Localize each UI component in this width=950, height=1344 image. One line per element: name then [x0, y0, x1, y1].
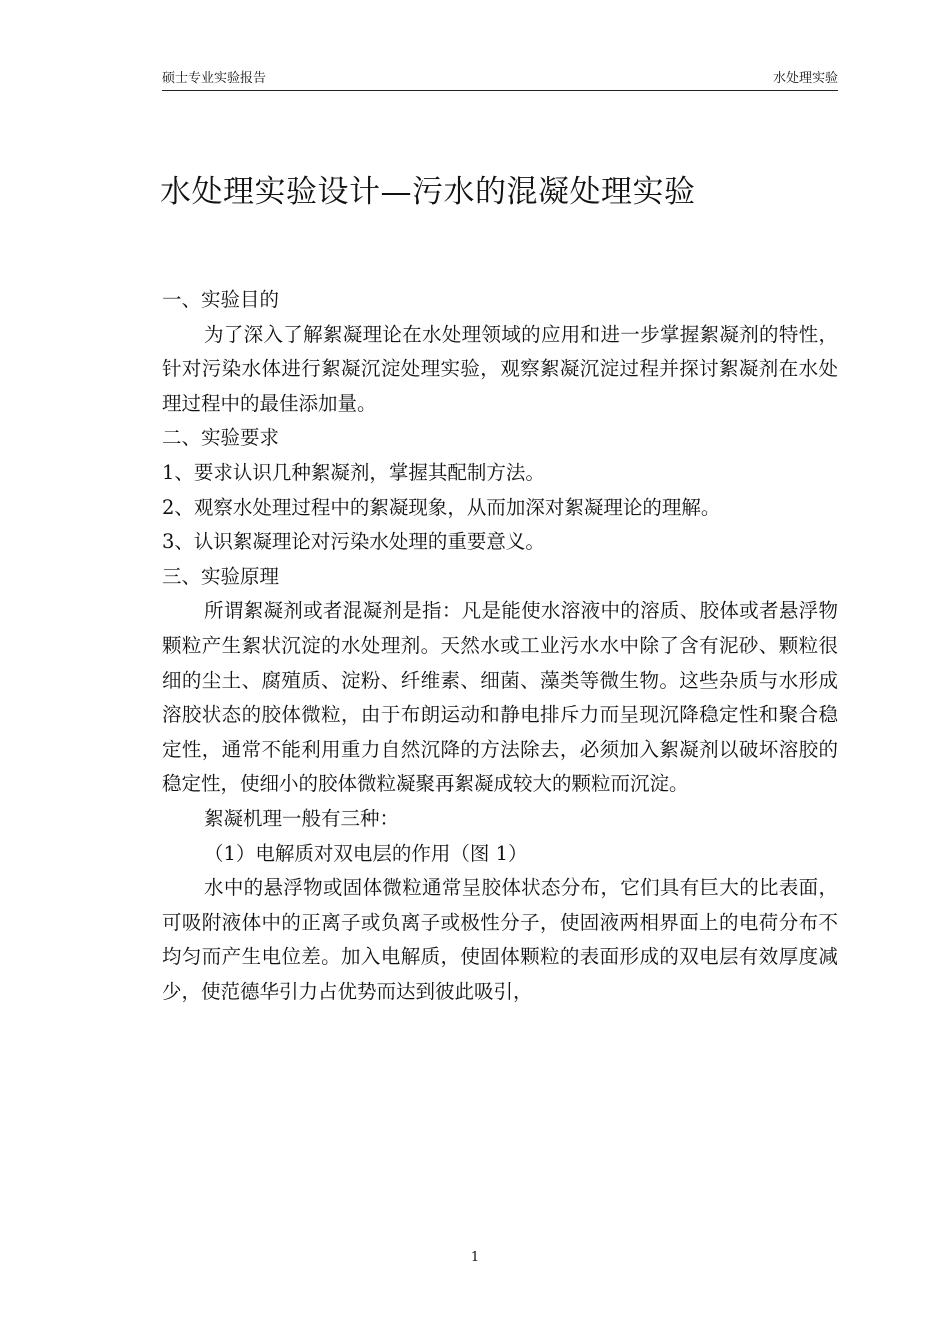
paragraph-electrolyte: 水中的悬浮物或固体微粒通常呈胶体状态分布，它们具有巨大的比表面，可吸附液体中的正离子或负离子或极性分子，使固液两相界面上的电荷分布不均匀而产生电位差。加入电解质，使固体颗粒的表面形成的双电层有效厚度减少，使范德华引力占优势而达到彼此吸引，: [162, 876, 838, 1003]
document-body: [162, 283, 838, 1009]
page-number: 1: [470, 1250, 480, 1265]
header-left-text: 硕士专业实验报告: [162, 71, 267, 86]
paragraph-principle-definition: 所谓絮凝剂或者混凝剂是指：凡是能使水溶液中的溶质、胶体或者悬浮物颗粒产生絮状沉淀的水处理剂。天然水或工业污水水中除了含有泥砂、颗粒很细的尘土、腐殖质、淀粉、纤维素、细菌、藻类等微生物。这些杂质与水形成溶胶状态的胶体微粒，由于布朗运动和静电排斥力而呈现沉降稳定性和聚合稳定性，通常不能利用重力自然沉降的方法除去，必须加入絮凝剂以破坏溶胶的稳定性，使细小的胶体微粒凝聚再絮凝成较大的颗粒而沉淀。: [162, 599, 838, 796]
header-right-text: 水处理实验: [772, 71, 838, 86]
section-heading-principle: 三、实验原理: [162, 564, 280, 588]
requirement-item-1: 1、要求认识几种絮凝剂，掌握其配制方法。: [162, 460, 545, 484]
subheading-electrolyte: （1）电解质对双电层的作用（图 1）: [204, 841, 528, 865]
page-header: [162, 70, 838, 91]
requirement-item-3: 3、认识絮凝理论对污染水处理的重要意义。: [162, 530, 545, 554]
requirement-item-2: 2、观察水处理过程中的絮凝现象，从而加深对絮凝理论的理解。: [162, 495, 721, 519]
document-title: 水处理实验设计—污水的混凝处理实验: [160, 174, 696, 210]
paragraph-mechanisms-intro: 絮凝机理一般有三种：: [204, 806, 400, 830]
section-heading-requirements: 二、实验要求: [162, 426, 280, 450]
paragraph-purpose: 为了深入了解絮凝理论在水处理领域的应用和进一步掌握絮凝剂的特性，针对污染水体进行絮凝沉淀处理实验，观察絮凝沉淀过程并探讨絮凝剂在水处理过程中的最佳添加量。: [162, 322, 838, 415]
section-heading-purpose: 一、实验目的: [162, 288, 280, 311]
